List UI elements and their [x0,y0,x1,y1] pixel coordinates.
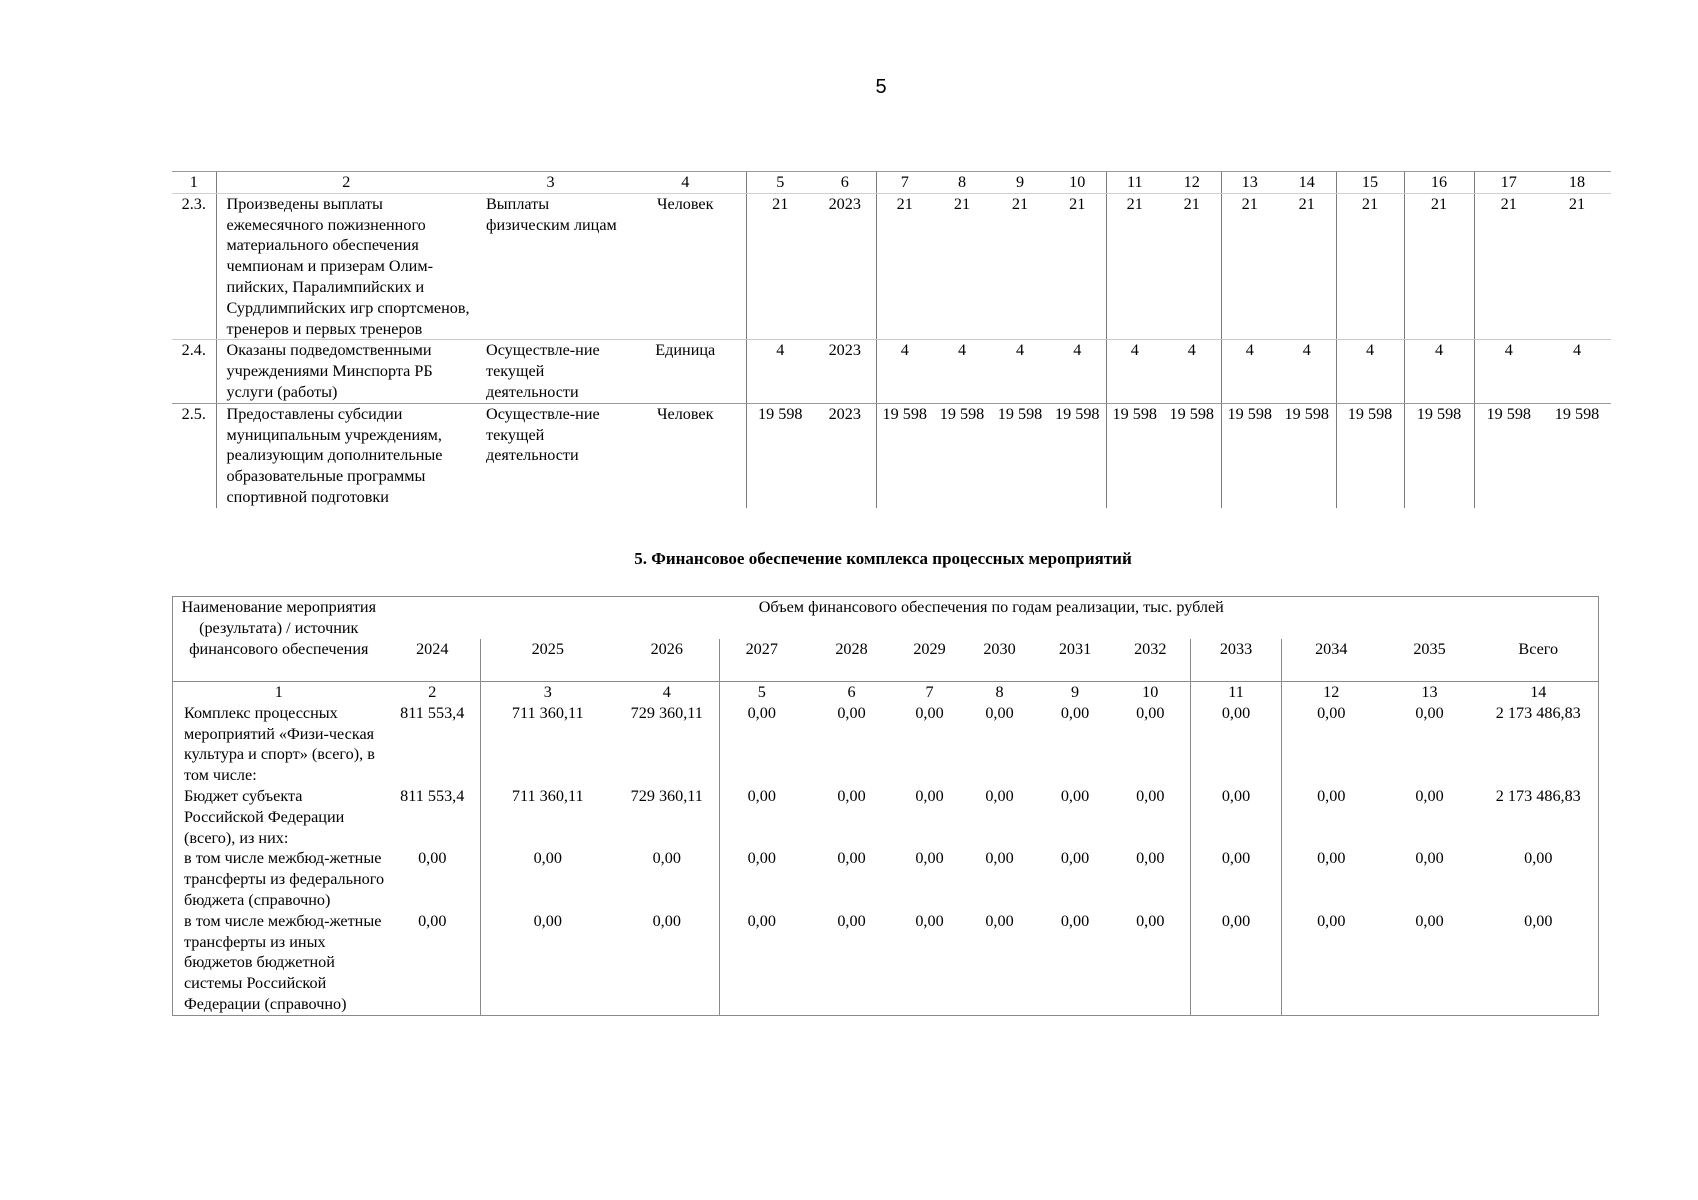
col-number: 17 [1474,172,1543,194]
amount-cell: 0,00 [837,786,866,805]
value-cell: 19 598 [1554,404,1600,423]
col-number: 18 [1543,172,1611,194]
amount-cell: 0,00 [1415,849,1444,868]
amount-cell: 811 553,4 [400,786,465,805]
table-row [173,911,1599,1015]
col-number: 6 [804,682,900,703]
col-number: 6 [814,172,876,194]
value-cell: 19 598 [876,403,933,507]
value-cell: 21 [1278,193,1336,340]
value-cell: 21 [1163,193,1221,340]
col-number: 12 [1163,172,1221,194]
result-name: Произведены выплаты ежемесячного пожизненного материального обеспечения чемпионам и призерам Олим-пийских, Паралимпийских и Сурдлимпийских игр спортсменов, тренеров и первых тренеров [216,193,476,340]
amount-cell: 0,00 [985,786,1014,805]
value-cell: 4 [876,340,933,403]
col-number: 11 [1106,172,1163,194]
amount-cell: 2 173 486,83 [1495,786,1581,805]
amount-cell: 0,00 [985,849,1014,868]
year-header: 2031 [1058,640,1092,658]
amount-cell: 0,00 [1060,786,1090,805]
amount-cell: 0,00 [1282,703,1381,786]
col-number: 4 [615,682,720,703]
amount-cell: 0,00 [915,786,944,805]
value-cell: 19 598 [939,404,985,423]
result-type: Осуществле-ние текущей деятельности [476,340,625,403]
amount-cell: 0,00 [985,703,1014,722]
value-cell: 21 [1404,193,1474,340]
col-number: 8 [960,682,1040,703]
value-cell: 4 [1543,340,1611,403]
value-cell: 19 598 [1054,404,1100,423]
col-number: 5 [720,682,804,703]
amount-cell: 0,00 [418,849,447,868]
amount-cell: 0,00 [985,911,1014,930]
col-number: 2 [216,172,476,194]
col-number: 1 [172,172,216,194]
amount-cell: 0,00 [720,786,804,848]
amount-cell: 0,00 [720,911,804,1015]
col-number: 9 [991,172,1049,194]
amount-cell: 0,00 [720,703,804,786]
amount-cell: 811 553,4 [400,703,465,722]
amount-cell: 729 360,11 [630,786,703,805]
amount-cell: 0,00 [1060,911,1090,930]
col-number: 14 [1278,172,1336,194]
year-header: 2025 [481,639,615,682]
unit: Человек [625,193,746,340]
amount-cell: 0,00 [837,703,866,722]
finance-column-numbers [173,682,1599,703]
col-number: 4 [625,172,746,194]
year-header: 2030 [983,640,1016,658]
value-cell: 21 [1106,193,1163,340]
amount-cell: 0,00 [1524,849,1553,868]
amount-cell: 0,00 [1136,786,1165,805]
name-header: Наименование мероприятия (результата) / источник финансового обеспечения [181,598,377,658]
base-year: 2023 [828,404,861,423]
row-number: 2.4. [172,340,216,403]
value-cell: 21 [1221,193,1278,340]
value-cell: 21 [876,193,933,340]
row-name: Комплекс процессных мероприятий «Физи-ческая культура и спорт» (всего), в том числе: [184,703,375,785]
value-cell: 19 598 [1169,404,1214,423]
base-value: 19 598 [746,403,814,507]
amount-cell: 0,00 [1060,703,1090,722]
amount-cell: 0,00 [652,849,681,868]
col-number: 7 [876,172,933,194]
base-value: 21 [746,193,814,340]
row-name: в том числе межбюд-жетные трансферты из федерального бюджета (справочно) [184,849,385,909]
value-cell: 19 598 [1221,403,1278,507]
value-cell: 21 [1543,193,1611,340]
col-number: 2 [385,682,481,703]
row-number: 2.3. [172,193,216,340]
value-cell: 19 598 [1404,403,1474,507]
value-cell: 4 [1404,340,1474,403]
value-cell: 19 598 [1284,404,1329,423]
page-number: 5 [875,76,887,98]
value-cell: 4 [1106,340,1163,403]
col-number: 16 [1404,172,1474,194]
amount-cell: 0,00 [481,911,615,1015]
amount-cell: 0,00 [1136,849,1165,868]
amount-cell: 0,00 [720,848,804,910]
amount-cell: 729 360,11 [630,703,703,722]
year-header: 2024 [416,640,449,658]
section-title: 5. Финансовое обеспечение комплекса процессных мероприятий [634,549,1132,568]
year-header: Всего [1518,640,1559,658]
row-name: в том числе межбюд-жетные трансферты из иных бюджетов бюджетной системы Российской Федерации (справочно) [184,911,382,1013]
col-number: 3 [481,682,615,703]
col-number: 3 [476,172,625,194]
value-cell: 21 [991,193,1049,340]
amount-cell: 0,00 [1282,911,1381,1015]
col-number: 7 [900,682,960,703]
value-cell: 21 [1049,193,1106,340]
col-number: 9 [1040,682,1111,703]
amount-cell: 0,00 [1415,786,1444,805]
amount-cell: 711 360,11 [481,703,615,786]
table-row [172,340,1611,403]
finance-table [172,596,1599,1016]
value-cell: 19 598 [1106,403,1163,507]
base-year: 2023 [814,340,876,403]
value-cell: 21 [1336,193,1404,340]
results-column-numbers [172,172,1611,194]
value-cell: 4 [991,340,1049,403]
year-header: 2029 [913,640,946,658]
value-cell: 4 [1163,340,1221,403]
amount-cell: 0,00 [1282,786,1381,848]
col-number: 13 [1381,682,1479,703]
result-type: Выплаты физическим лицам [476,193,625,340]
col-number: 8 [933,172,991,194]
result-name: Оказаны подведомственными учреждениями Минспорта РБ услуги (работы) [216,340,476,403]
amount-cell: 0,00 [1060,849,1090,868]
amount-cell: 0,00 [837,911,866,930]
amount-cell: 0,00 [1191,848,1282,910]
table-row [172,403,1611,507]
amount-cell: 0,00 [481,848,615,910]
group-header: Объем финансового обеспечения по годам реализации, тыс. рублей [758,598,1224,616]
year-header: 2028 [835,640,868,658]
finance-header-years [173,639,1599,682]
col-number: 1 [173,682,385,703]
year-header: 2026 [650,640,683,658]
col-number: 10 [1049,172,1106,194]
table-row [173,848,1599,910]
amount-cell: 0,00 [1415,911,1444,930]
col-number: 14 [1479,682,1599,703]
table-row [173,703,1599,786]
year-header: 2034 [1282,639,1381,682]
base-value: 4 [746,340,814,403]
year-header: 2032 [1134,640,1167,658]
value-cell: 19 598 [1336,403,1404,507]
amount-cell: 0,00 [652,911,681,930]
year-header: 2035 [1413,640,1446,658]
amount-cell: 0,00 [1191,703,1282,786]
result-type: Осуществле-ние текущей деятельности [486,404,600,465]
amount-cell: 0,00 [915,703,944,722]
value-cell: 21 [933,193,991,340]
amount-cell: 0,00 [1524,911,1553,930]
col-number: 15 [1336,172,1404,194]
value-cell: 21 [1474,193,1543,340]
base-year: 2023 [814,193,876,340]
row-number: 2.5. [181,404,206,423]
amount-cell: 0,00 [915,911,944,930]
col-number: 13 [1221,172,1278,194]
col-number: 10 [1111,682,1191,703]
table-row [173,786,1599,848]
col-number: 12 [1282,682,1381,703]
row-name: Бюджет субъекта Российской Федерации (всего), из них: [184,786,345,847]
amount-cell: 0,00 [1136,703,1165,722]
year-header: 2033 [1191,639,1282,682]
unit: Человек [657,404,714,423]
amount-cell: 0,00 [1282,848,1381,910]
amount-cell: 0,00 [418,911,447,930]
value-cell: 4 [1049,340,1106,403]
amount-cell: 0,00 [915,849,944,868]
result-name: Предоставлены субсидии муниципальным учреждениям, реализующим дополнительные образовательные программы спортивной подготовки [216,403,476,507]
col-number: 5 [746,172,814,194]
value-cell: 19 598 [1474,403,1543,507]
amount-cell: 0,00 [1136,911,1165,930]
amount-cell: 0,00 [1191,786,1282,848]
col-number: 11 [1191,682,1282,703]
year-header: 2027 [720,639,804,682]
finance-header-group [173,597,1599,640]
results-table [172,171,1611,508]
amount-cell: 2 173 486,83 [1495,703,1581,722]
value-cell: 4 [1278,340,1336,403]
amount-cell: 0,00 [837,849,866,868]
value-cell: 19 598 [997,404,1043,423]
amount-cell: 711 360,11 [481,786,615,848]
amount-cell: 0,00 [1191,911,1282,1015]
value-cell: 4 [1474,340,1543,403]
amount-cell: 0,00 [1415,703,1444,722]
table-row [172,193,1611,340]
unit: Единица [625,340,746,403]
value-cell: 4 [1336,340,1404,403]
value-cell: 4 [1221,340,1278,403]
value-cell: 4 [933,340,991,403]
